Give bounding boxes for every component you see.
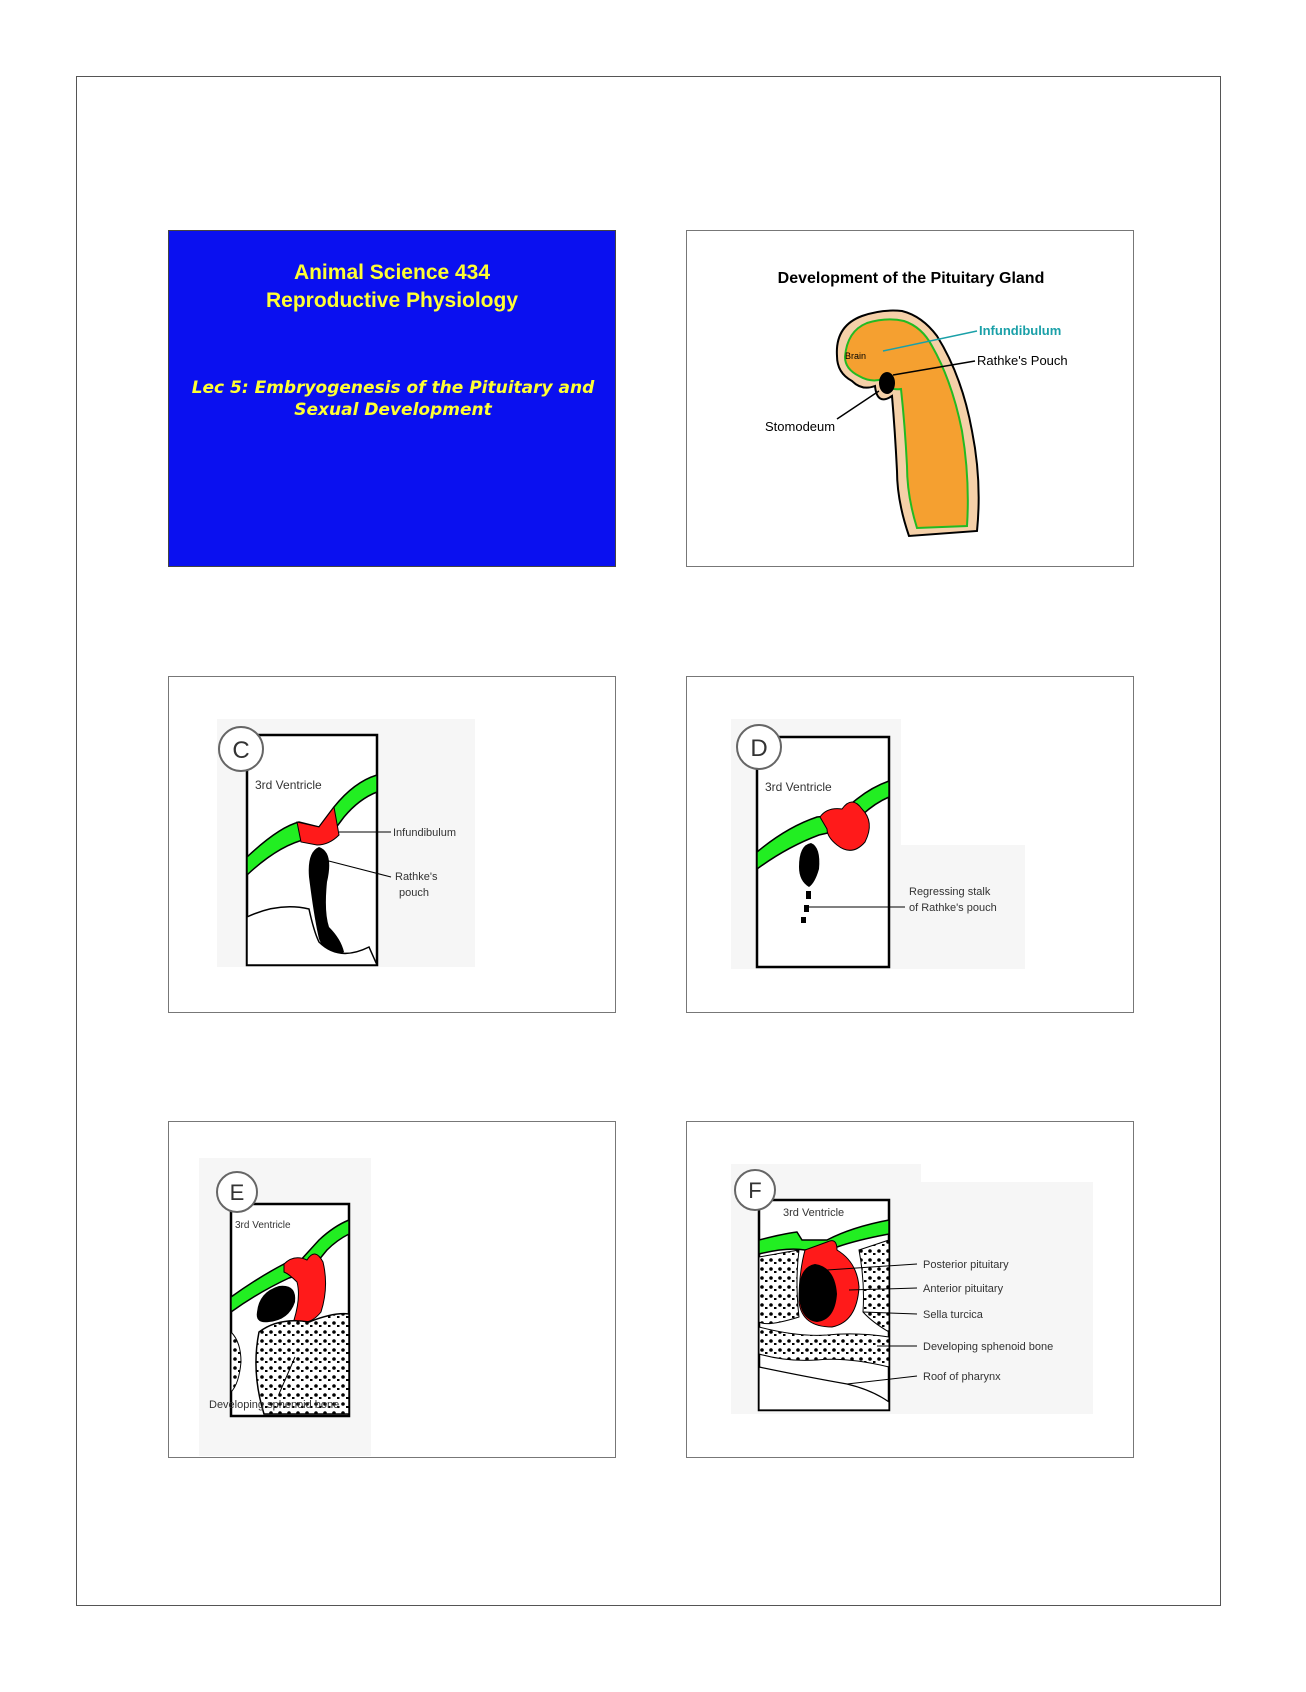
- ventricle-label: 3rd Ventricle: [235, 1220, 291, 1231]
- lecture-subtitle-line2: Sexual Development: [294, 400, 492, 420]
- stalk-label-line1: Regressing stalk: [909, 886, 991, 898]
- stage-f-diagram: [687, 1122, 1134, 1458]
- embryo-diagram: [687, 231, 1134, 567]
- stalk-fragment: [801, 917, 806, 923]
- lecture-subtitle: [189, 377, 597, 421]
- rathkes-pouch-label-line1: Rathke's: [395, 871, 438, 883]
- pituitary-development-slide: [686, 230, 1134, 567]
- sphenoid-label: Developing sphenoid bone: [923, 1341, 1054, 1353]
- stalk-label-line2: of Rathke's pouch: [909, 902, 997, 914]
- course-title: [169, 259, 615, 315]
- course-title-line1: Animal Science 434: [293, 261, 491, 284]
- stage-letter: D: [750, 735, 768, 762]
- ventricle-label: 3rd Ventricle: [255, 778, 322, 792]
- ventricle-label: 3rd Ventricle: [783, 1207, 845, 1219]
- stage-d-diagram: [687, 677, 1134, 1013]
- bone-left: [759, 1250, 799, 1324]
- stalk-fragment: [804, 905, 809, 912]
- lecture-subtitle-line1: Lec 5: Embryogenesis of the Pituitary and: [191, 378, 595, 398]
- stage-e-diagram: [169, 1122, 616, 1458]
- stage-f-slide: [686, 1121, 1134, 1458]
- title-slide: [168, 230, 616, 567]
- brain-label: Brain: [845, 351, 867, 361]
- bone-label: Developing sphenoid bone: [209, 1399, 340, 1411]
- rathkes-pouch-shape: [879, 372, 895, 394]
- stalk-fragment: [806, 891, 811, 899]
- rathkes-pouch-label-line2: pouch: [399, 887, 429, 899]
- rathkes-pouch-label: Rathke's Pouch: [977, 353, 1068, 368]
- stage-e-slide: [168, 1121, 616, 1458]
- stage-letter: E: [229, 1180, 245, 1205]
- ventricle-label: 3rd Ventricle: [765, 780, 832, 794]
- slide-title: Development of the Pituitary Gland: [777, 270, 1045, 287]
- course-title-line2: Reproductive Physiology: [265, 289, 519, 312]
- posterior-label: Posterior pituitary: [923, 1259, 1009, 1271]
- infundibulum-label: Infundibulum: [393, 827, 456, 839]
- roof-label: Roof of pharynx: [923, 1371, 1001, 1383]
- stage-letter: F: [748, 1178, 762, 1203]
- stomodeum-arrow: [837, 391, 879, 419]
- sella-label: Sella turcica: [923, 1309, 983, 1321]
- stage-d-slide: [686, 676, 1134, 1013]
- infundibulum-label: Infundibulum: [979, 323, 1062, 338]
- stomodeum-label: Stomodeum: [765, 419, 836, 434]
- anterior-label: Anterior pituitary: [923, 1283, 1004, 1295]
- stage-c-slide: [168, 676, 616, 1013]
- stage-c-diagram: [169, 677, 616, 1013]
- stage-letter: C: [232, 737, 250, 764]
